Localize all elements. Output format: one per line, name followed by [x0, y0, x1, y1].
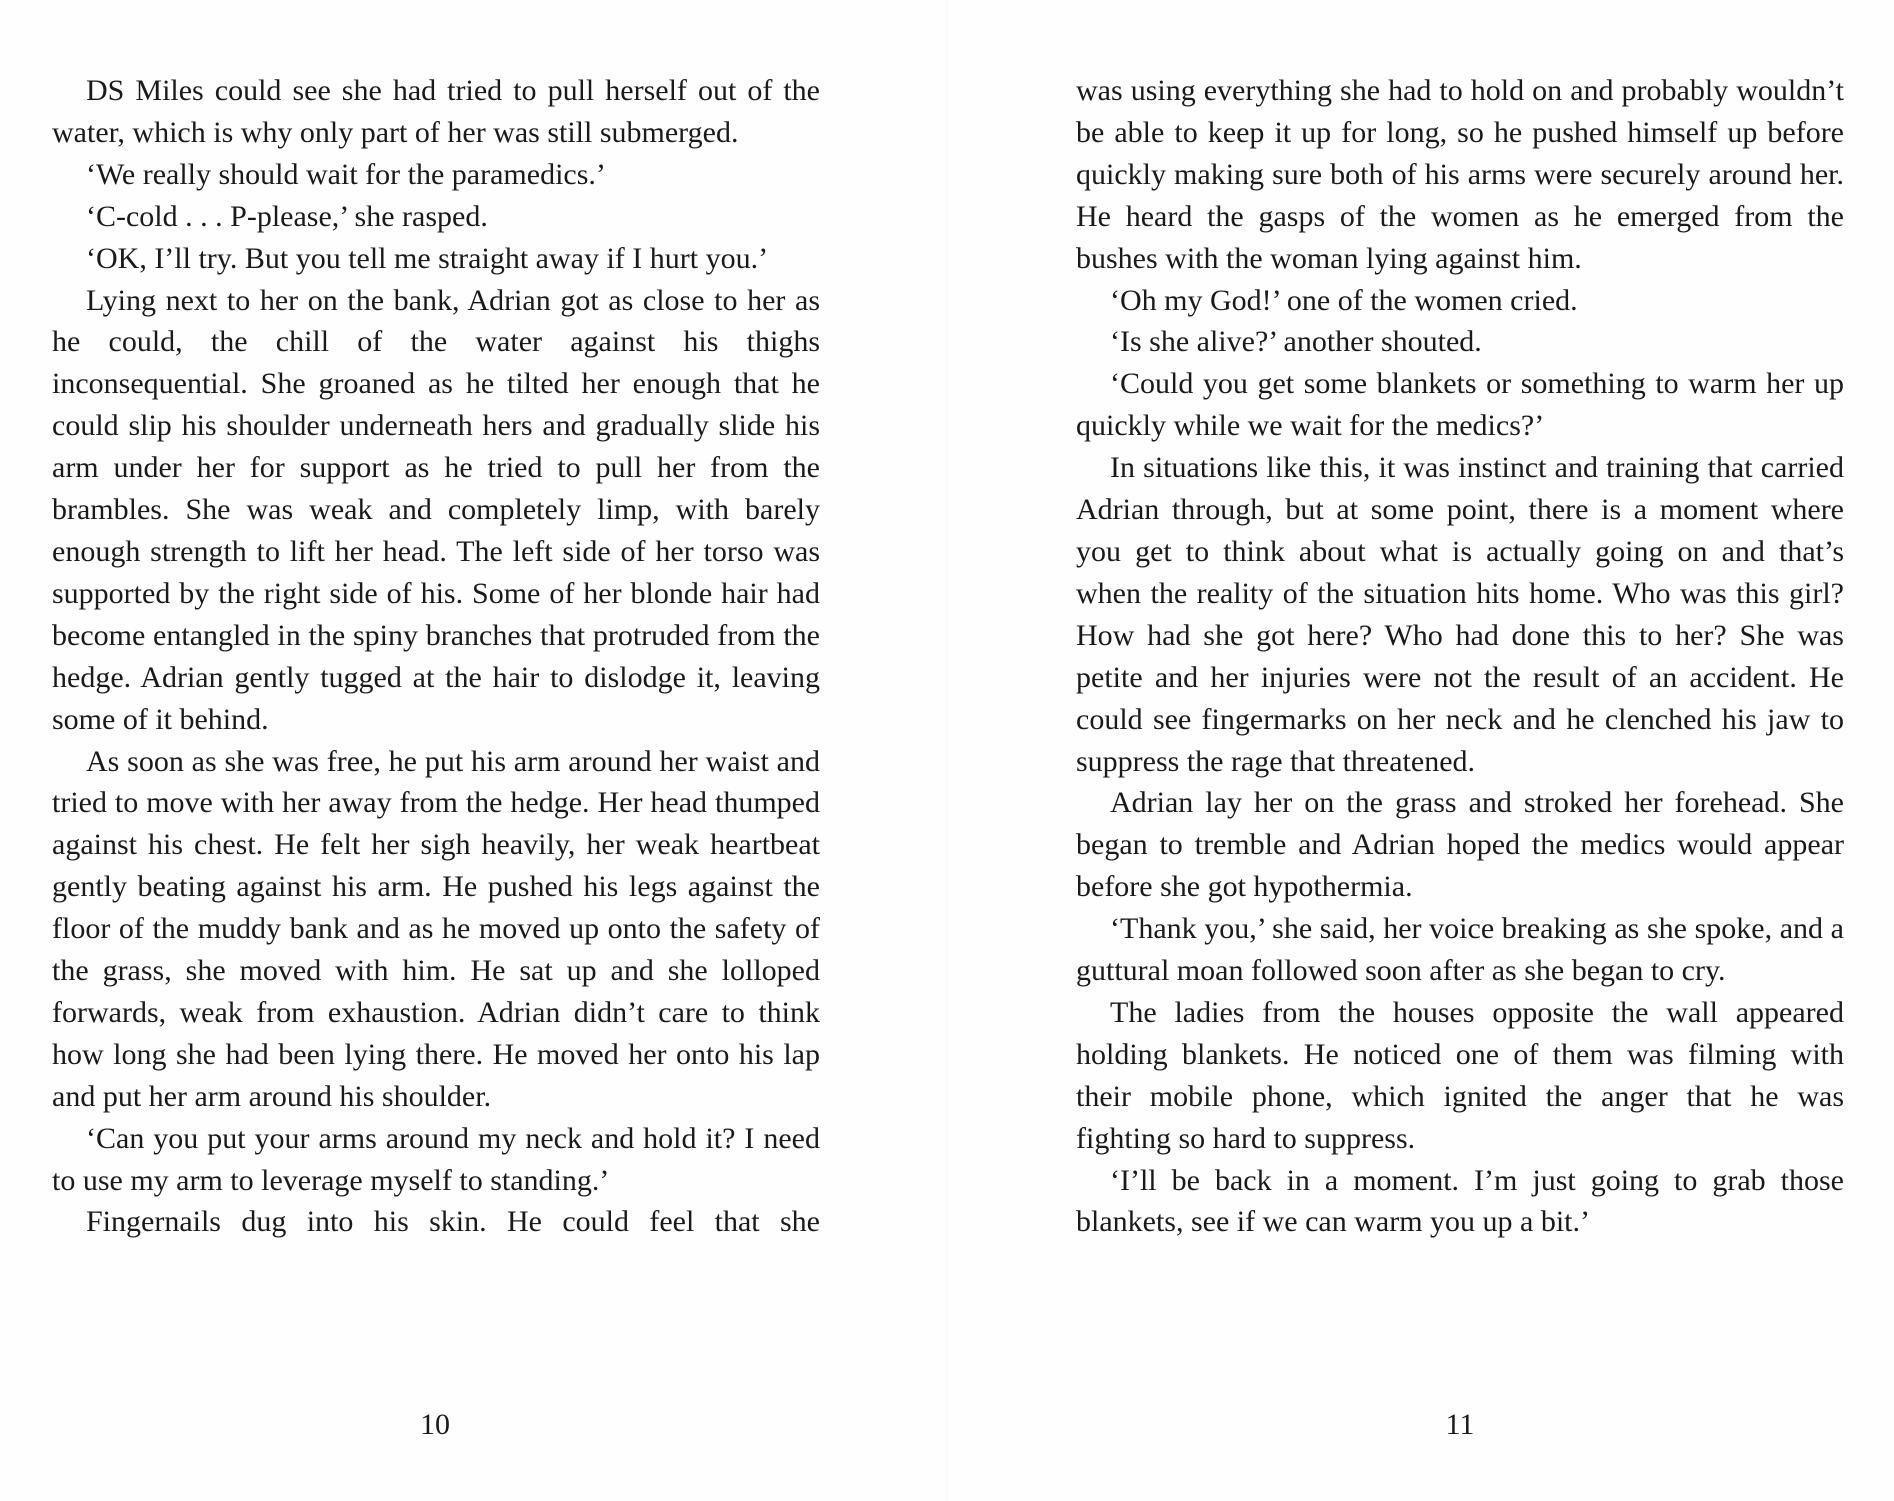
- paragraph: Fingernails dug into his skin. He could feel that she: [86, 1205, 820, 1239]
- paragraph: ‘We really should wait for the paramedics.’: [86, 157, 606, 191]
- paragraph: Adrian lay her on the grass and stroked her forehead. She began to tremble and Adrian hoped the medics would appear before she got hypothermia.: [1076, 786, 1844, 904]
- right-page-text: [1076, 70, 1844, 1243]
- page-number-right: 11: [1445, 1408, 1475, 1441]
- paragraph: The ladies from the houses opposite the wall appeared holding blankets. He noticed one of them was filming with their mobile phone, which ignited the anger that he was fighting so hard to suppress.: [1076, 995, 1844, 1155]
- paragraph: As soon as she was free, he put his arm around her waist and tried to move with her away from the hedge. Her head thumped against his chest. He felt her sigh heavily, her weak heartbeat gently beating against his arm. He pushed his legs against the floor of the muddy bank and as he moved up onto the safety of the grass, she moved with him. He sat up and she lolloped forwards, weak from exhaustion. Adrian didn’t care to think how long she had been lying there. He moved her onto his lap and put her arm around his shoulder.: [52, 744, 820, 1113]
- paragraph: In situations like this, it was instinct and training that carried Adrian through, but at some point, there is a moment where you get to think about what is actually going on and that’s when the reality of the situation hits home. Who was this girl? How had she got here? Who had done this to her? She was petite and her injuries were not the result of an accident. He could see fingermarks on her neck and he clenched his jaw to suppress the rage that threatened.: [1076, 451, 1844, 778]
- paragraph: ‘OK, I’ll try. But you tell me straight away if I hurt you.’: [86, 241, 769, 275]
- paragraph: ‘Could you get some blankets or something to warm her up quickly while we wait for the medics?’: [1076, 367, 1844, 443]
- paragraph: ‘Oh my God!’ one of the women cried.: [1110, 283, 1578, 317]
- left-page-text: [52, 70, 820, 1243]
- paragraph: ‘C-cold . . . P-please,’ she rasped.: [86, 199, 488, 233]
- paragraph: ‘Can you put your arms around my neck and hold it? I need to use my arm to leverage myself to standing.’: [52, 1121, 820, 1197]
- paragraph: DS Miles could see she had tried to pull herself out of the water, which is why only part of her was still submerged.: [52, 74, 820, 149]
- paragraph: ‘I’ll be back in a moment. I’m just going to grab those blankets, see if we can warm you up a bit.’: [1076, 1163, 1844, 1239]
- paragraph: ‘Is she alive?’ another shouted.: [1110, 325, 1482, 359]
- paragraph: Lying next to her on the bank, Adrian got as close to her as he could, the chill of the water against his thighs inconsequential. She groaned as he tilted her enough that he could slip his shoulder underneath hers and gradually slide his arm under her for support as he tried to pull her from the brambles. She was weak and completely limp, with barely enough strength to lift her head. The left side of her torso was supported by the right side of his. Some of her blonde hair had become entangled in the spiny branches that protruded from the hedge. Adrian gently tugged at the hair to dislodge it, leaving some of it behind.: [52, 283, 820, 736]
- page-gutter: [946, 0, 948, 1501]
- paragraph: ‘Thank you,’ she said, her voice breaking as she spoke, and a guttural moan followed soon after as she began to cry.: [1076, 912, 1844, 988]
- paragraph: was using everything she had to hold on and probably wouldn’t be able to keep it up for long, so he pushed himself up before quickly making sure both of his arms were securely around her. He heard the gasps of the women as he emerged from the bushes with the woman lying against him.: [1076, 74, 1844, 275]
- page-number-left: 10: [420, 1408, 450, 1441]
